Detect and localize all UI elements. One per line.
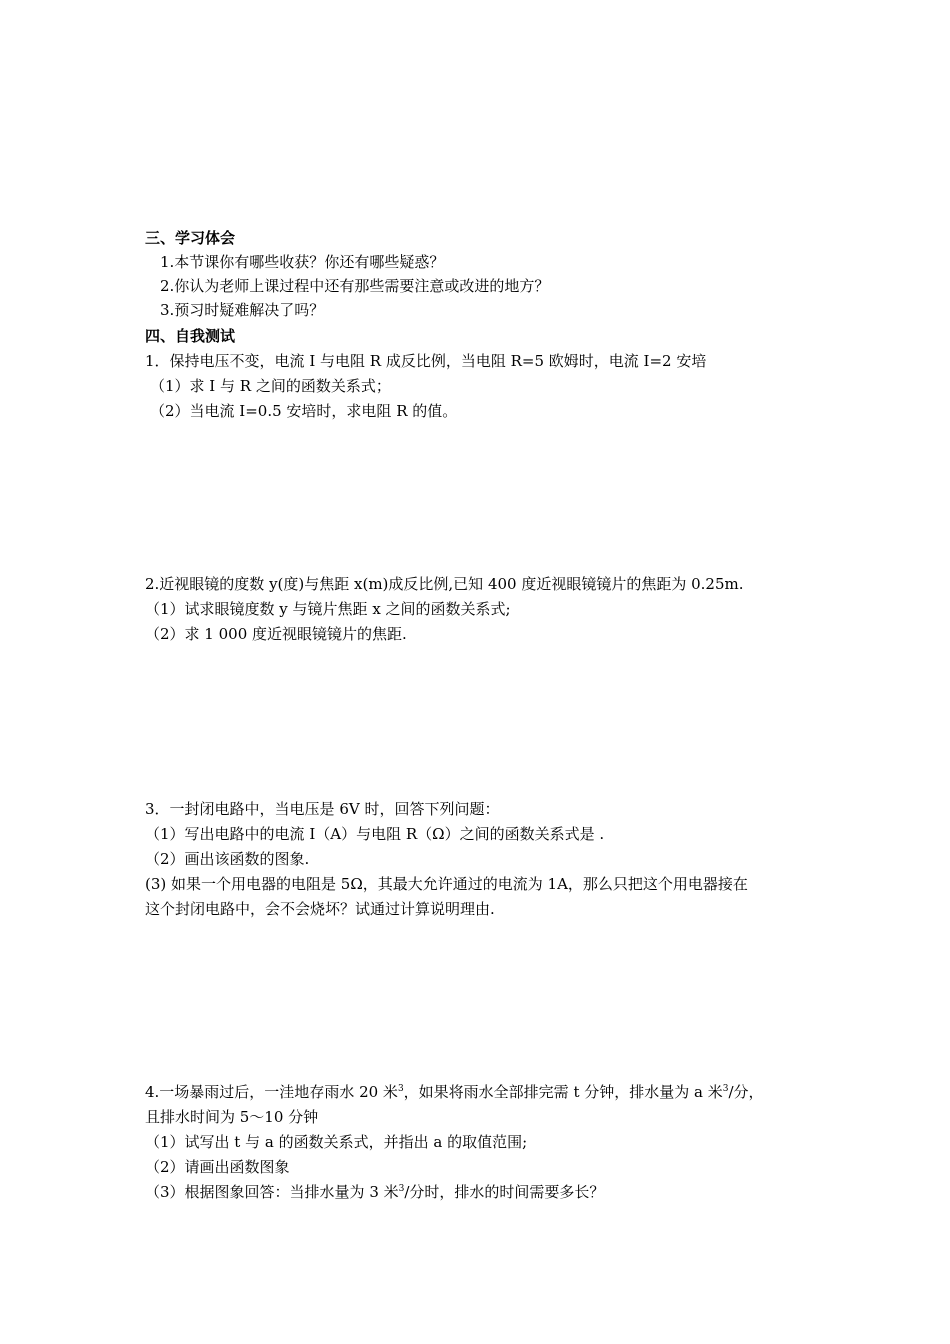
question-4-stem <box>145 1082 764 1102</box>
question-4-part-2: （2）请画出函数图象 <box>145 1158 290 1176</box>
reflection-item-2: 2.你认为老师上课过程中还有那些需要注意或改进的地方？ <box>160 277 550 295</box>
question-2-part-2: （2）求 1 000 度近视眼镜镜片的焦距. <box>145 625 407 643</box>
question-4-stem-line-2: 且排水时间为 5～10 分钟 <box>145 1108 319 1126</box>
question-4-part-1: （1）试写出 t 与 a 的函数关系式，并指出 a 的取值范围; <box>145 1133 528 1151</box>
question-4-stem-c: /分， <box>728 1083 764 1101</box>
question-3-part-3-continued: 这个封闭电路中，会不会烧坏？试通过计算说明理由. <box>145 900 495 918</box>
question-4-stem-b: ，如果将雨水全部排完需 t 分钟，排水量为 a 米 <box>403 1083 723 1101</box>
question-1-part-1: （1）求 I 与 R 之间的函数关系式； <box>150 377 391 395</box>
reflection-item-1: 1.本节课你有哪些收获？你还有哪些疑惑？ <box>160 253 445 271</box>
question-4-part-3-a: （3）根据图象回答：当排水量为 3 米 <box>145 1183 399 1201</box>
question-2-stem: 2.近视眼镜的度数 y(度)与焦距 x(m)成反比例,已知 400 度近视眼镜镜片的焦距为 0.25m. <box>145 575 744 593</box>
cubic-superscript: 3 <box>397 1084 404 1094</box>
question-4-part-3 <box>145 1182 604 1202</box>
question-3-stem: 3．一封闭电路中，当电压是 6V 时，回答下列问题： <box>145 800 500 818</box>
section-heading-self-test: 四、自我测试 <box>145 327 236 345</box>
cubic-superscript: 3 <box>722 1084 729 1094</box>
question-2-part-1: （1）试求眼镜度数 y 与镜片焦距 x 之间的函数关系式; <box>145 600 511 618</box>
question-3-part-3: (3) 如果一个用电器的电阻是 5Ω，其最大允许通过的电流为 1A，那么只把这个用电器接在 <box>145 875 748 893</box>
question-4-part-3-b: /分时，排水的时间需要多长？ <box>404 1183 605 1201</box>
question-1-stem: 1．保持电压不变，电流 I 与电阻 R 成反比例，当电阻 R=5 欧姆时，电流 I=2 安培 <box>145 352 707 370</box>
question-3-part-2: （2）画出该函数的图象. <box>145 850 310 868</box>
reflection-item-3: 3.预习时疑难解决了吗？ <box>160 301 325 319</box>
question-3-part-1: （1）写出电路中的电流 I（A）与电阻 R（Ω）之间的函数关系式是 . <box>145 825 605 843</box>
section-heading-reflection: 三、学习体会 <box>145 229 236 247</box>
question-1-part-2: （2）当电流 I=0.5 安培时，求电阻 R 的值。 <box>150 402 458 420</box>
cubic-superscript: 3 <box>398 1184 405 1194</box>
question-4-stem-a: 4.一场暴雨过后，一洼地存雨水 20 米 <box>145 1083 398 1101</box>
